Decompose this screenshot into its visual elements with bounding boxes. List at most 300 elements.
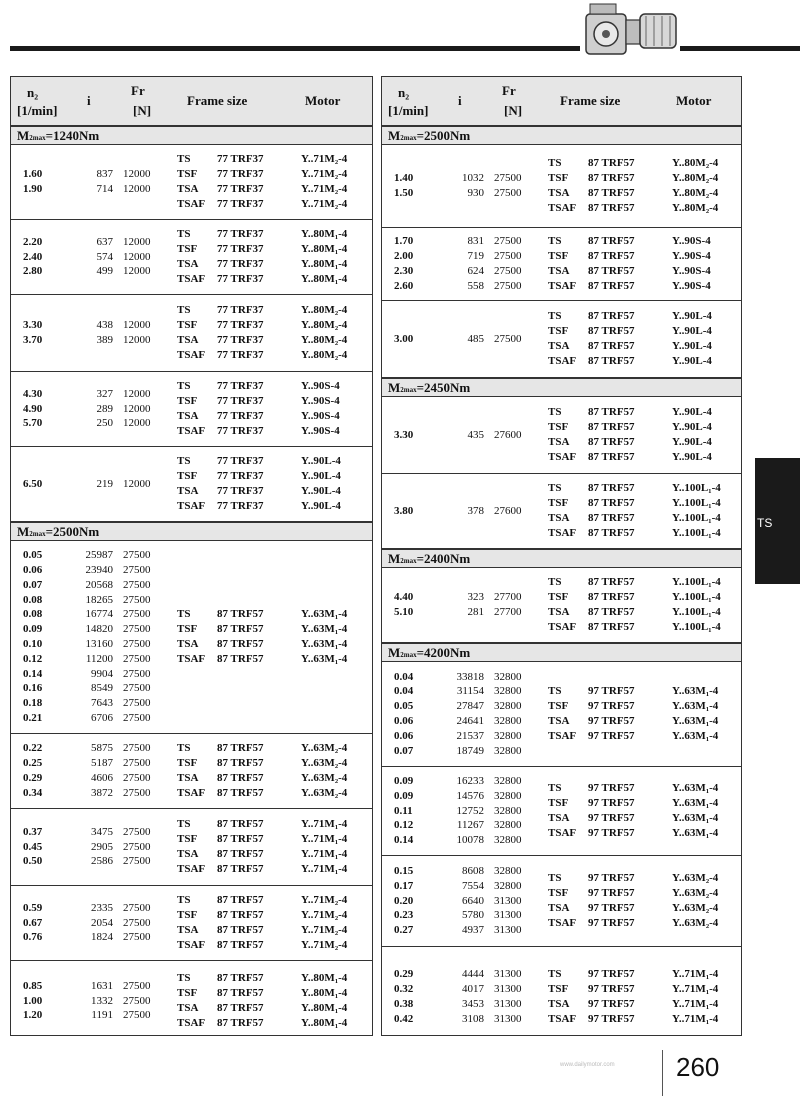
frame-value: 97 TRF57 (588, 685, 635, 698)
fr-value: 27500 (123, 608, 151, 621)
n2-value: 4.40 (394, 591, 414, 604)
frame-column (588, 234, 635, 293)
type-column (548, 684, 576, 743)
motor-column (301, 817, 347, 876)
ratio-value: 3453 (462, 997, 484, 1010)
frame-column (217, 741, 264, 800)
type-value: TSA (548, 605, 570, 618)
table-row-group (382, 856, 741, 947)
n2-value: 0.18 (23, 697, 43, 710)
table-row-group (11, 145, 372, 220)
table-row-group (382, 397, 741, 474)
frame-column (217, 607, 264, 666)
frame-value: 97 TRF57 (588, 1012, 635, 1025)
fr-value: 31300 (494, 997, 522, 1010)
frame-value: 97 TRF57 (588, 714, 635, 727)
fr-column (123, 318, 151, 348)
ratio-value: 1032 (462, 172, 484, 185)
ratio-value: 31154 (456, 685, 484, 698)
fr-value: 32800 (494, 729, 522, 742)
frame-value: 77 TRF37 (217, 319, 264, 332)
ratio-value: 289 (96, 402, 113, 415)
header-motor: Motor (305, 93, 341, 108)
n2-value: 0.09 (23, 623, 43, 636)
frame-value: 97 TRF57 (588, 811, 635, 824)
section-title: M2max=1240Nm (11, 126, 372, 145)
type-value: TSF (548, 421, 569, 434)
motor-value: Y..71M₂-4 (301, 182, 348, 195)
fr-value: 27500 (123, 994, 151, 1007)
n2-column (394, 171, 413, 201)
motor-value: Y..63M₂-4 (672, 901, 719, 914)
frame-value: 77 TRF37 (217, 243, 264, 256)
type-value: TSF (548, 325, 569, 338)
type-value: TSF (177, 319, 198, 332)
type-column (177, 893, 205, 952)
frame-value: 77 TRF37 (217, 348, 264, 361)
ratio-column (450, 590, 484, 620)
n2-value: 0.12 (394, 819, 414, 832)
motor-column (672, 871, 718, 930)
frame-value: 77 TRF37 (217, 182, 264, 195)
type-column (548, 405, 576, 464)
motor-column (301, 971, 347, 1030)
type-value: TSF (548, 172, 569, 185)
motor-value: Y..63M₁-4 (672, 826, 719, 839)
type-value: TS (177, 972, 191, 985)
motor-value: Y..71M₁-4 (672, 983, 719, 996)
frame-value: 77 TRF37 (217, 272, 264, 285)
frame-value: 87 TRF57 (588, 591, 635, 604)
fr-value: 31300 (494, 983, 522, 996)
ratio-value: 11267 (456, 819, 484, 832)
frame-value: 87 TRF57 (588, 435, 635, 448)
header-ratio: i (458, 93, 462, 108)
page-number: 260 (676, 1052, 720, 1082)
ratio-value: 3475 (91, 825, 113, 838)
table-row-group (382, 228, 741, 301)
header-fr: Fr (131, 83, 145, 98)
header-fr: Fr (502, 83, 516, 98)
frame-column (217, 971, 264, 1030)
n2-value: 4.90 (23, 402, 43, 415)
type-value: TS (177, 304, 191, 317)
n2-value: 0.85 (23, 979, 43, 992)
fr-value: 12000 (123, 182, 151, 195)
ratio-value: 3872 (91, 786, 113, 799)
motor-value: Y..90S-4 (301, 409, 340, 422)
ratio-value: 10078 (456, 834, 484, 847)
frame-value: 77 TRF37 (217, 168, 264, 181)
n2-value: 0.15 (394, 865, 414, 877)
ratio-value: 435 (467, 428, 484, 441)
type-value: TSA (177, 847, 199, 860)
fr-value: 31300 (494, 924, 522, 937)
type-value: TS (548, 310, 562, 323)
n2-value: 0.06 (394, 714, 414, 727)
fr-value: 12000 (123, 477, 151, 490)
n2-value: 5.10 (394, 605, 414, 618)
fr-column (494, 504, 522, 519)
motor-column (301, 379, 340, 438)
ratio-value: 23940 (85, 563, 113, 576)
fr-value: 32800 (494, 670, 522, 683)
ratio-value: 499 (96, 265, 113, 278)
ratio-value: 16774 (85, 608, 113, 621)
motor-value: Y..63M₂-4 (301, 771, 348, 784)
ratio-value: 323 (467, 591, 484, 604)
frame-value: 97 TRF57 (588, 997, 635, 1010)
type-column (548, 575, 576, 634)
type-value: TSA (177, 484, 199, 497)
frame-value: 87 TRF57 (217, 1001, 264, 1014)
ratio-value: 558 (467, 279, 484, 292)
fr-column (494, 428, 522, 443)
n2-value: 0.17 (394, 879, 414, 892)
fr-value: 32800 (494, 789, 522, 802)
frame-value: 87 TRF57 (217, 862, 264, 875)
frame-value: 77 TRF37 (217, 424, 264, 437)
frame-value: 97 TRF57 (588, 872, 635, 885)
type-value: TSAF (548, 620, 577, 633)
type-value: TSF (177, 833, 198, 846)
n2-value: 0.32 (394, 983, 414, 996)
fr-value: 27500 (123, 667, 151, 680)
ratio-value: 378 (467, 504, 484, 517)
frame-value: 97 TRF57 (588, 782, 635, 795)
frame-column (217, 817, 264, 876)
type-column (177, 379, 205, 438)
type-value: TS (548, 157, 562, 170)
frame-value: 77 TRF37 (217, 499, 264, 512)
n2-value: 1.60 (23, 168, 43, 181)
fr-column (494, 774, 522, 848)
ratio-column (79, 318, 113, 348)
ratio-column (79, 825, 113, 869)
type-value: TSA (177, 637, 199, 650)
n2-value: 0.04 (394, 670, 414, 683)
motor-value: Y..100L₁-4 (672, 482, 721, 495)
n2-column (394, 774, 413, 848)
section-tab-label: TS (757, 516, 773, 530)
frame-value: 87 TRF57 (588, 526, 635, 539)
table-header (382, 77, 741, 126)
fr-value: 27500 (123, 840, 151, 853)
type-value: TS (177, 894, 191, 907)
n2-column (394, 864, 413, 938)
ratio-column (79, 235, 113, 279)
ratio-value: 9904 (91, 667, 113, 680)
frame-value: 87 TRF57 (588, 511, 635, 524)
frame-value: 87 TRF57 (217, 972, 264, 985)
fr-column (123, 235, 151, 279)
n2-value: 2.40 (23, 250, 43, 263)
motor-value: Y..63M₁-4 (301, 637, 348, 650)
n2-value: 1.40 (394, 172, 414, 185)
fr-value: 12000 (123, 402, 151, 415)
motor-value: Y..80M₂-4 (301, 333, 348, 346)
fr-value: 32800 (494, 865, 522, 877)
table-row-group (11, 541, 372, 734)
table-row-group (11, 220, 372, 295)
fr-column (123, 167, 151, 197)
type-value: TSA (177, 771, 199, 784)
type-value: TSF (177, 623, 198, 636)
header-frame-size: Frame size (187, 93, 248, 108)
ratio-value: 327 (96, 387, 113, 400)
motor-value: Y..63M₂-4 (672, 887, 719, 900)
frame-column (217, 379, 264, 438)
type-value: TSAF (177, 786, 206, 799)
motor-value: Y..71M₂-4 (301, 168, 348, 181)
type-column (177, 817, 205, 876)
ratio-value: 389 (96, 333, 113, 346)
table-row-group (11, 886, 372, 961)
section-title: M2max=2500Nm (382, 126, 741, 145)
n2-value: 1.50 (394, 186, 414, 199)
type-value: TS (177, 153, 191, 166)
n2-column (23, 825, 42, 869)
type-value: TSA (548, 186, 570, 199)
frame-value: 87 TRF57 (588, 576, 635, 589)
type-value: TSAF (177, 652, 206, 665)
type-value: TS (177, 818, 191, 831)
type-value: TS (548, 782, 562, 795)
frame-value: 87 TRF57 (217, 923, 264, 936)
type-value: TSF (177, 168, 198, 181)
motor-value: Y..100L₁-4 (672, 526, 721, 539)
motor-value: Y..100L₁-4 (672, 511, 721, 524)
frame-value: 87 TRF57 (588, 354, 635, 367)
n2-value: 3.30 (23, 319, 43, 332)
motor-value: Y..80M₂-4 (672, 172, 719, 185)
motor-value: Y..80M₂-4 (672, 186, 719, 199)
n2-value: 0.05 (23, 549, 43, 562)
motor-column (301, 303, 347, 362)
ratio-value: 12752 (456, 804, 484, 817)
motor-value: Y..90L-4 (672, 339, 712, 352)
n2-value: 3.30 (394, 428, 414, 441)
motor-column (672, 234, 711, 293)
frame-value: 77 TRF37 (217, 380, 264, 393)
fr-value: 12000 (123, 417, 151, 430)
frame-value: 87 TRF57 (217, 894, 264, 907)
fr-value: 31300 (494, 968, 522, 981)
ratio-column (450, 967, 484, 1026)
frame-column (217, 152, 264, 211)
ratio-value: 6706 (91, 711, 113, 724)
type-column (548, 871, 576, 930)
motor-value: Y..90L-4 (301, 455, 341, 468)
motor-value: Y..71M₂-4 (301, 938, 348, 951)
table-row-group (11, 809, 372, 886)
frame-column (217, 303, 264, 362)
type-value: TSF (548, 700, 569, 713)
frame-value: 87 TRF57 (217, 652, 264, 665)
type-column (548, 309, 576, 368)
n2-value: 1.90 (23, 182, 43, 195)
table-row-group (382, 767, 741, 856)
motor-value: Y..63M₂-4 (301, 757, 348, 770)
ratio-value: 1191 (91, 1009, 113, 1022)
fr-value: 32800 (494, 834, 522, 847)
ratio-value: 18749 (456, 744, 484, 757)
motor-value: Y..71M₁-4 (672, 1012, 719, 1025)
motor-value: Y..63M₂-4 (301, 742, 348, 755)
n2-column (23, 477, 42, 492)
fr-column (494, 332, 522, 347)
fr-value: 31300 (494, 1012, 522, 1025)
ratio-column (79, 387, 113, 431)
gearbox-motor-icon (582, 0, 682, 62)
motor-value: Y..63M₂-4 (672, 916, 719, 929)
ratio-column (79, 901, 113, 945)
motor-value: Y..90L-4 (301, 470, 341, 483)
ratio-column (450, 774, 484, 848)
type-column (548, 156, 576, 215)
ratio-value: 16233 (456, 775, 484, 787)
ratio-value: 7643 (91, 697, 113, 710)
frame-value: 87 TRF57 (217, 987, 264, 1000)
type-value: TS (548, 968, 562, 981)
motor-value: Y..90L-4 (672, 450, 712, 463)
frame-value: 87 TRF57 (217, 818, 264, 831)
n2-value: 0.23 (394, 909, 414, 922)
type-value: TSA (548, 714, 570, 727)
motor-value: Y..71M₁-4 (301, 862, 348, 875)
section-title-sub: 2max (400, 134, 417, 142)
type-value: TSA (177, 409, 199, 422)
motor-value: Y..63M₁-4 (672, 782, 719, 795)
header-fr-unit: [N] (504, 103, 523, 118)
frame-value: 87 TRF57 (588, 339, 635, 352)
table-row-group (382, 947, 741, 1047)
fr-column (123, 387, 151, 431)
type-value: TS (177, 455, 191, 468)
ratio-value: 831 (467, 235, 484, 248)
n2-column (23, 548, 42, 726)
page-number-divider (662, 1050, 663, 1096)
fr-value: 27500 (123, 931, 151, 944)
frame-column (588, 481, 635, 540)
type-value: TS (548, 576, 562, 589)
motor-value: Y..90S-4 (672, 235, 711, 248)
motor-column (301, 227, 347, 286)
ratio-column (79, 477, 113, 492)
frame-column (217, 227, 264, 286)
n2-value: 1.00 (23, 994, 43, 1007)
motor-value: Y..90S-4 (672, 279, 711, 292)
frame-value: 77 TRF37 (217, 455, 264, 468)
fr-value: 12000 (123, 168, 151, 181)
ratio-value: 438 (96, 319, 113, 332)
type-value: TSF (177, 909, 198, 922)
header-n2: n₂ (398, 85, 410, 100)
motor-value: Y..80M₁-4 (301, 257, 348, 270)
n2-value: 0.20 (394, 894, 414, 907)
ratio-value: 25987 (85, 549, 113, 562)
n2-value: 0.76 (23, 931, 43, 944)
fr-column (123, 901, 151, 945)
fr-value: 32800 (494, 775, 522, 787)
ratio-value: 8549 (91, 682, 113, 695)
table-row-group (382, 145, 741, 228)
fr-value: 27700 (494, 591, 522, 604)
fr-value: 12000 (123, 319, 151, 332)
type-value: TSAF (177, 1016, 206, 1029)
type-column (177, 741, 205, 800)
type-value: TS (177, 742, 191, 755)
header-n2: n₂ (27, 85, 39, 100)
ratio-column (450, 234, 484, 293)
type-value: TSAF (177, 862, 206, 875)
ratio-value: 2054 (91, 916, 113, 929)
fr-column (494, 234, 522, 293)
n2-value: 0.04 (394, 685, 414, 698)
motor-value: Y..71M₁-4 (672, 997, 719, 1010)
motor-value: Y..80M₂-4 (301, 304, 348, 317)
n2-column (394, 234, 413, 293)
motor-value: Y..80M₁-4 (301, 1016, 348, 1029)
section-title: M2max=2400Nm (382, 549, 741, 568)
ratio-value: 719 (467, 250, 484, 263)
fr-value: 27500 (123, 682, 151, 695)
footer-url: www.dailymotor.com (560, 1062, 615, 1068)
motor-value: Y..80M₂-4 (301, 348, 348, 361)
frame-value: 77 TRF37 (217, 197, 264, 210)
type-value: TSAF (548, 354, 577, 367)
type-value: TS (548, 872, 562, 885)
n2-column (394, 504, 413, 519)
ratio-value: 5187 (91, 757, 113, 770)
ratio-value: 3108 (462, 1012, 484, 1025)
n2-value: 0.06 (23, 563, 43, 576)
n2-value: 2.60 (394, 279, 414, 292)
motor-column (672, 684, 718, 743)
n2-value: 0.27 (394, 924, 414, 937)
frame-column (588, 684, 635, 743)
frame-value: 87 TRF57 (217, 938, 264, 951)
type-value: TS (177, 228, 191, 241)
table-row-group (11, 447, 372, 522)
section-title: M2max=2500Nm (11, 522, 372, 541)
frame-value: 87 TRF57 (217, 1016, 264, 1029)
motor-value: Y..80M₁-4 (301, 987, 348, 1000)
frame-value: 87 TRF57 (588, 201, 635, 214)
motor-value: Y..63M₁-4 (301, 623, 348, 636)
ratio-value: 5780 (462, 909, 484, 922)
motor-value: Y..63M₁-4 (672, 714, 719, 727)
fr-column (123, 548, 151, 726)
fr-value: 27500 (494, 332, 522, 345)
motor-value: Y..71M₁-4 (672, 968, 719, 981)
frame-column (217, 893, 264, 952)
motor-value: Y..63M₁-4 (301, 652, 348, 665)
ratio-value: 485 (467, 332, 484, 345)
motor-value: Y..63M₂-4 (301, 786, 348, 799)
ratio-value: 1332 (91, 994, 113, 1007)
section-title-sub: 2max (400, 651, 417, 659)
motor-column (672, 781, 718, 840)
type-value: TSA (548, 435, 570, 448)
fr-value: 27500 (123, 637, 151, 650)
fr-value: 27500 (123, 593, 151, 606)
header-ratio: i (87, 93, 91, 108)
frame-value: 87 TRF57 (217, 637, 264, 650)
ratio-value: 930 (467, 186, 484, 199)
fr-value: 27500 (123, 786, 151, 799)
motor-value: Y..100L₁-4 (672, 497, 721, 510)
